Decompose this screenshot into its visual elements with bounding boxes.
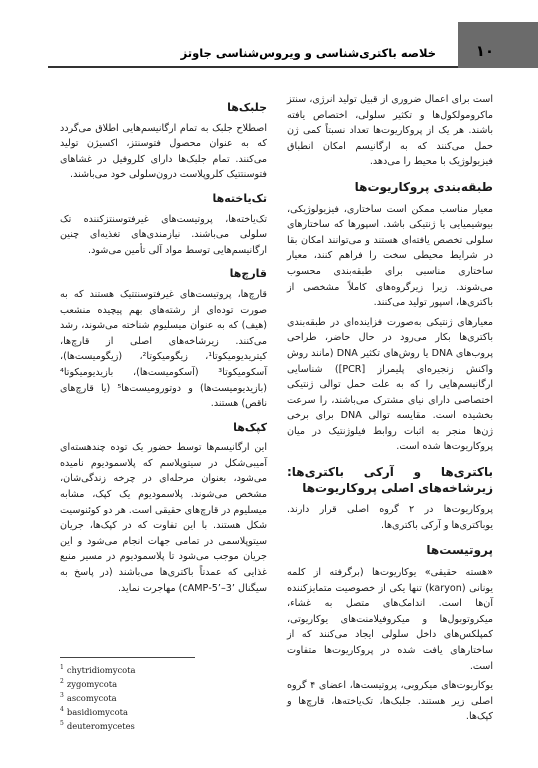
algae-paragraph: اصطلاح جلبک به تمام ارگانیسم‌هایی اطلاق می‌گردد که به عنوان محصول فتوسنتز، اکسیژن تولید می‌کنند. تمام جلبک‌ها دارای کلروفیل در غشاهای فتوسنتتیک کلروپلاست درون‌سلولی خود می‌باشند.: [60, 122, 267, 181]
protists-paragraph-2: یوکاریوت‌های میکروبی، پروتیست‌ها، اعضای ۴ گروه اصلی زیر هستند. جلبک‌ها، تک‌یاخته‌ها، قارچ‌ها و کپک‌ها.: [287, 680, 494, 723]
heading-algae: جلبک‌ها: [227, 101, 267, 114]
slime-molds-paragraph: این ارگانیسم‌ها توسط حضور یک توده چندهسته‌ای آمیبی‌شکل در سیتوپلاسم که پلاسمودیوم نامیده می‌شود، بعنوان مرحله‌ای در چرخه زندگی‌شان، مشخص می‌شوند. پلاسمودیوم یک کپک، مشابه میسلیوم در قارچ‌های حقیقی است. هر دو کوئنوسیت شکل هستند. با این تفاوت که در کپک‌ها، جریان سیتوپلاسمی در تمامی جهات انجام می‌شود و این جریان موجب می‌شود تا پلاسمودیوم در مسیر منبع غذایی که عمدتاً باکتری‌ها می‌باشند (در پاسخ به سیگنال ’3–’5-cAMP) مهاجرت نماید.: [60, 442, 267, 594]
heading-protists: پروتیست‌ها: [426, 543, 493, 558]
running-title: خلاصه باکتری‌شناسی و ویروس‌شناسی جاوتز: [180, 46, 436, 60]
classification-paragraph-2: معیارهای ژنتیکی به‌صورت فزاینده‌ای در طبقه‌بندی باکتری‌ها بکار می‌رود در حال حاضر، طراحی پروب‌های DNA یا روش‌های تکثیر DNA (مانند روش واکنش زنجیره‌ای پلیمراز [PCR]) شناسایی ارگانیسم‌هایی را که به علت حمل توالی ژنتیکی اختصاصی دارای نیای مشترک می‌باشند، را سرعت بخشیده است. مقایسه توالی DNA برای برخی ژن‌ها منجر به اثبات روابط فیلوژنتیک در میان پروکاریوت‌ها شده است.: [287, 316, 494, 453]
protists-paragraph-1: «هسته حقیقی» یوکاریوت‌ها (برگرفته از کلمه یونانی (karyon) تنها یکی از خصوصیت متمایزکننده آن‌ها است. اندامک‌های متصل به غشاء، میکروتوبول‌ها و میکروفیلامنت‌های یوکاریوتی، کمپلکس‌های داخل سلولی ایجاد می‌کنند که از ساختارهای یافت شده در پروکاریوت‌ها متفاوت است.: [287, 567, 493, 672]
heading-slime-molds: کپک‌ها: [233, 420, 267, 434]
footnote-rule: [60, 657, 195, 658]
classification-paragraph-1: معیار مناسب ممکن است ساختاری، فیزیولوژیکی، بیوشیمیایی یا ژنتیکی باشد. اسپورها که ساختارهای سلولی تخصص یافته‌ای هستند و می‌توانند امکان بقا در شرایط محیطی سخت را فراهم کنند، معیار ساختاری مناسبی برای طبقه‌بندی محسوب می‌شوند. زیرا زیرگروه‌های کاملاً مشخصی از باکتری‌ها، اسپور تولید می‌کنند.: [287, 203, 493, 309]
page-corner-tab: [458, 22, 538, 68]
footnotes: [60, 662, 260, 732]
fungi-paragraph: قارچ‌ها، پروتیست‌های غیرفتوسنتتیک هستند که به صورت توده‌ای از رشته‌های بهم پیچیده منشعب (هیف) که به عنوان میسلیوم شناخته می‌شوند، رشد می‌کنند. زیرشاخه‌های اصلی از قارچ‌ها، کیتریدیومیکوتا¹، زیگومیکوتا²، (زیگومیست‌ها)، آسکومیکوتا³ (آسکومیست‌ها)، بازیدیومیکوتا⁴ (بازیدیومیست‌ها) و دوتورومیست‌ها⁵ (یا قارچ‌های ناقص) هستند.: [60, 288, 267, 410]
heading-fungi: قارچ‌ها: [229, 267, 267, 281]
footnote-item: $^1$ chytridiomycota: [60, 664, 136, 675]
right-column: [287, 92, 493, 729]
page-number: ١٠: [475, 42, 494, 60]
footnote-item: $^5$ deuteromycetes: [60, 720, 135, 731]
intro-paragraph: است برای اعمال ضروری از قبیل تولید انرژی، سنتز ماکرومولکول‌ها و تکثیر سلولی، اختصاص یافته باشند. هر یک از پروکاریوت‌ها تعداد نسبتاً کمی ژن حمل می‌کنند که به ارگانیسم امکان انطباق فیزیولوژیک با محیط را می‌دهد.: [287, 94, 493, 168]
heading-protozoa: تک‌یاخته‌ها: [212, 191, 267, 205]
protozoa-paragraph: تک‌یاخته‌ها، پروتیست‌های غیرفتوسنتزکننده تک سلولی می‌باشند. نیازمندی‌های تغذیه‌ای چنین ارگانیسم‌هایی توسط مواد آلی تأمین می‌شود.: [60, 213, 267, 256]
footnote-item: $^2$ zygomycota: [60, 678, 118, 689]
bacteria-archaea-paragraph: پروکاریوت‌ها در ۲ گروه اصلی قرار دارند. یوباکتری‌ها و آرکی باکتری‌ها.: [287, 504, 493, 531]
heading-bacteria-archaea: باکتری‌ها و آرکی باکتری‌ها: زیرشاخه‌های اصلی پروکاریوت‌ها: [287, 465, 493, 495]
footnote-item: $^4$ basidiomycota: [60, 706, 129, 717]
header-rule: [48, 66, 458, 68]
heading-classification: طبقه‌بندی پروکاریوت‌ها: [354, 179, 493, 194]
footnote-item: $^3$ ascomycota: [60, 692, 117, 703]
left-column: [60, 92, 267, 600]
